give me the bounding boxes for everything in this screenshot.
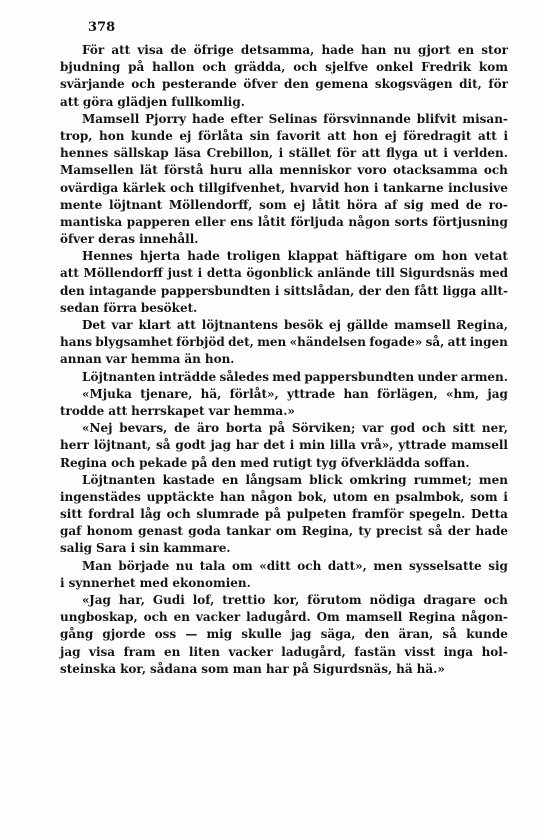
text-line: Löjtnanten inträdde således med pappersbundten under armen. [82,369,508,384]
text-line: mente löjtnant Möllendorff, som ej låtit höra af sig med de ro- [60,197,508,212]
text-line: att göra glädjen fullkomlig. [60,94,245,109]
text-line: mantiska papperen eller ens låtit förljuda någon sorts förtjusning [60,214,508,229]
text-line: herr löjtnant, så godt jag har det i min lilla vrå», yttrade mamsell [60,438,508,453]
text-line: trodde att herrskapet var hemma.» [60,403,295,418]
text-line: att Möllendorff just i detta ögonblick anlände till Sigurdsnäs med [60,266,508,281]
text-line: jag visa fram en liten vacker ladugård, fastän visst inga hol- [60,644,508,659]
text-line: hennes sällskap läsa Crebillon, i stället för att flyga ut i verlden. [60,146,508,161]
text-line: annan var hemma än hon. [60,352,235,367]
text-line: steinska kor, sådana som man har på Sigurdsnäs, hä hä.» [60,661,445,676]
text-line: «Nej bevars, de äro borta på Sörviken; var god och sitt ner, [82,421,508,436]
text-line: den intagande pappersbundten i sittslådan, der den fått ligga allt- [60,283,508,298]
text-line: trop, hon kunde ej förlåta sin favorit att hon ej föredragit att i [60,128,508,143]
text-line: Hennes hjerta hade troligen klappat häftigare om hon vetat [82,249,508,264]
text-line: öfver deras innehåll. [60,232,199,247]
text-line: gång gjorde oss — mig skulle jag säga, den äran, så kunde [60,627,508,642]
text-line: hans blygsamhet förbjöd det, men «händelsen fogade» så, att ingen [60,335,508,350]
text-line: i synnerhet med ekonomien. [60,575,251,590]
text-line: sedan förra besöket. [60,300,198,315]
text-line: bjudning på hallon och grädda, och sjelfve onkel Fredrik kom [60,60,508,75]
text-line: Mamsellen lät förstå huru alla menniskor voro otacksamma och [60,163,508,178]
body-text [60,42,508,678]
text-line: För att visa de öfrige detsamma, hade han nu gjort en stor [82,43,508,57]
text-line: salig Sara i sin kammare. [60,541,231,556]
page-number: 378 [88,20,116,35]
text-line: Man började nu tala om «ditt och datt», men sysselsatte sig [82,558,508,573]
text-line: ingenstädes upptäckte han någon bok, utom en psalmbok, som i [60,489,508,504]
text-line: sitt fordral låg och slumrade på pulpeten framför spegeln. Detta [60,507,508,522]
text-line: gaf honom genast goda tankar om Regina, ty precist så der hade [60,524,508,539]
text-line: Mamsell Pjorry hade efter Selinas försvinnande blifvit misan- [82,111,508,126]
text-line: Det var klart att löjtnantens besök ej gällde mamsell Regina, [82,318,508,332]
text-line: svärjande och pesterande öfver den gemena skogsvägen dit, för [60,77,508,92]
text-line: ungboskap, och en vacker ladugård. Om mamsell Regina någon- [60,610,508,625]
text-line: Regina och pekade på den med rutigt tyg öfverklädda soffan. [60,455,470,470]
text-line: ovärdiga kärlek och tillgifvenhet, hvarvid hon i tankarne inclusive [60,180,508,195]
text-line: Löjtnanten kastade en långsam blick omkring rummet; men [82,472,508,487]
text-line: «Jag har, Gudi lof, trettio kor, förutom nödiga dragare och [82,593,508,607]
text-line: «Mjuka tjenare, hä, förlåt», yttrade han förlägen, «hm, jag [82,386,508,401]
